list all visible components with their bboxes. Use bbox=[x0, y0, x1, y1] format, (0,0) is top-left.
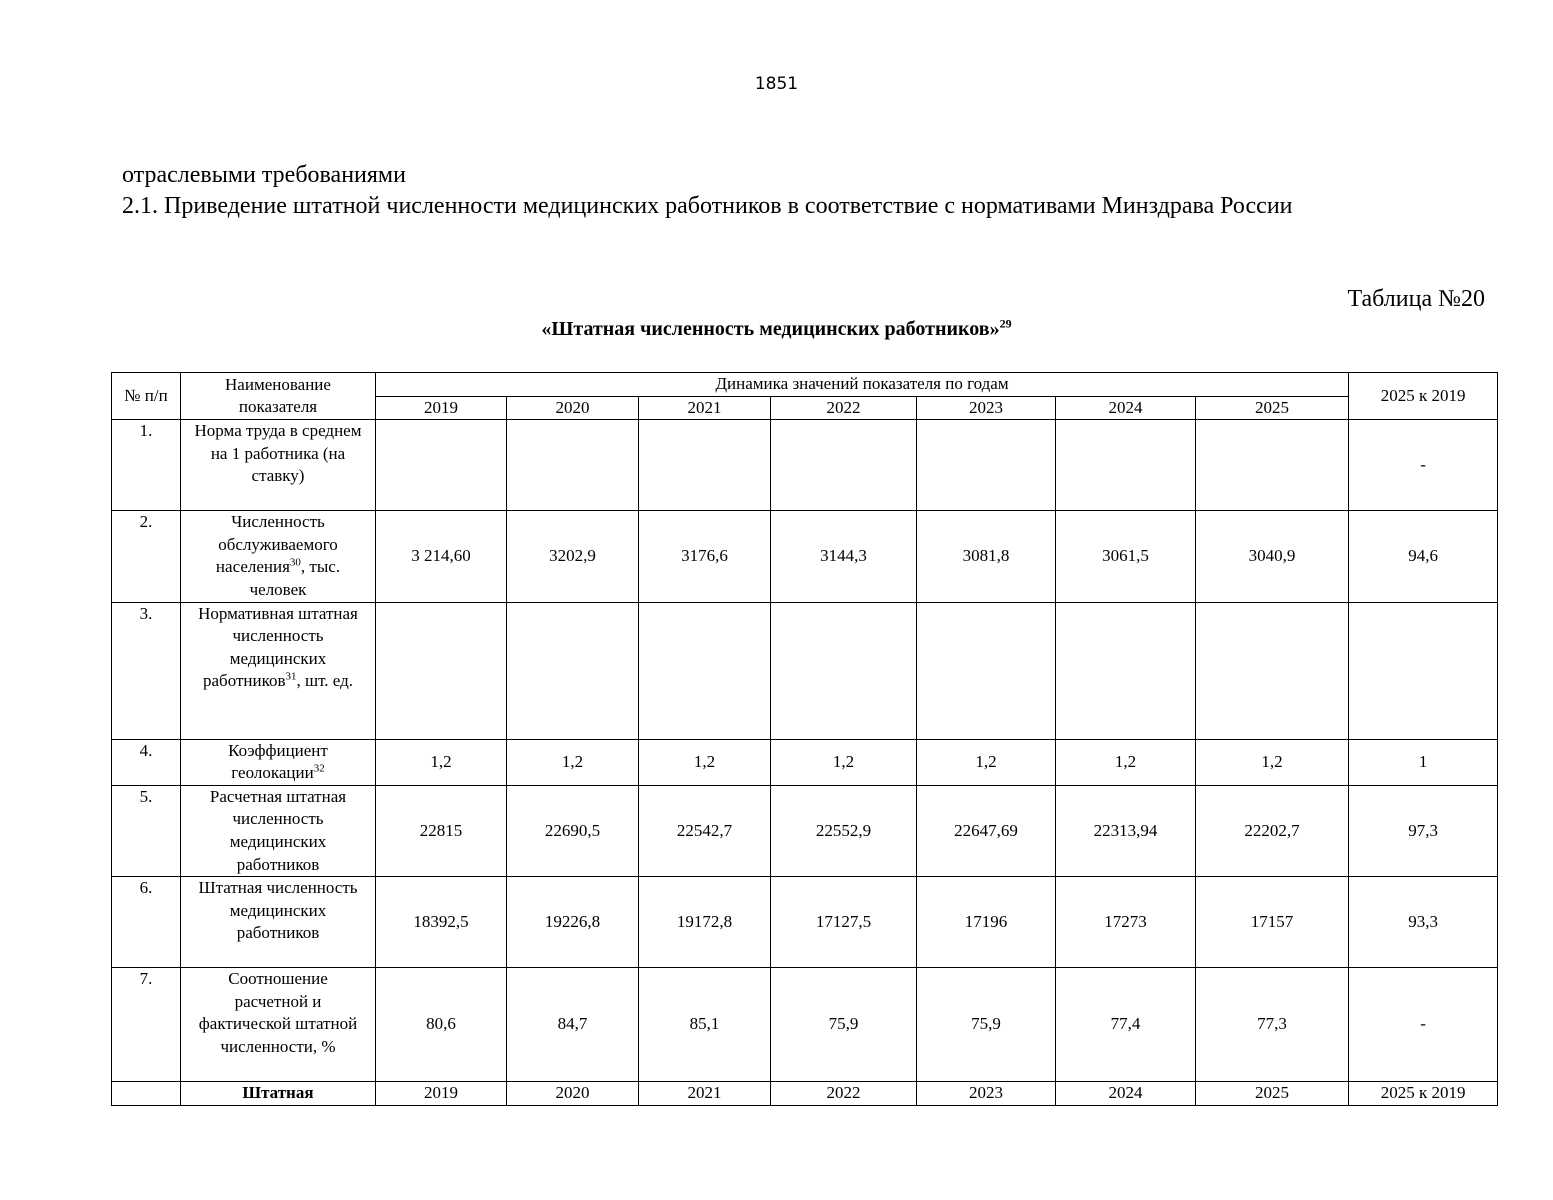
footnote-ref: 31 bbox=[285, 670, 297, 683]
indicator-name bbox=[181, 877, 376, 968]
value-cell: 80,6 bbox=[376, 968, 507, 1082]
table-row bbox=[112, 785, 1498, 876]
row-number: 4. bbox=[112, 739, 181, 785]
ratio-cell bbox=[1349, 602, 1498, 739]
header-dynamics: Динамика значений показателя по годам bbox=[376, 373, 1349, 397]
indicator-name-text: Численность обслуживаемого населения bbox=[215, 512, 338, 577]
value-cell: 18392,5 bbox=[376, 877, 507, 968]
value-cell: 77,3 bbox=[1196, 968, 1349, 1082]
header-row-1 bbox=[112, 373, 1498, 397]
page-number: 1851 bbox=[754, 74, 799, 94]
value-cell bbox=[1056, 420, 1196, 511]
table-number: Таблица №20 bbox=[1347, 286, 1485, 312]
value-cell: 1,2 bbox=[1056, 739, 1196, 785]
row-number: 2. bbox=[112, 511, 181, 602]
indicator-name bbox=[181, 511, 376, 602]
value-cell: 1,2 bbox=[917, 739, 1056, 785]
indicator-unit: , шт. ед. bbox=[296, 671, 353, 691]
header-year: 2023 bbox=[917, 396, 1056, 420]
value-cell: 75,9 bbox=[771, 968, 917, 1082]
value-cell bbox=[917, 602, 1056, 739]
value-cell: 22202,7 bbox=[1196, 785, 1349, 876]
footer-year: 2022 bbox=[771, 1082, 917, 1106]
value-cell: 1,2 bbox=[1196, 739, 1349, 785]
ratio-cell: 94,6 bbox=[1349, 511, 1498, 602]
table-row bbox=[112, 968, 1498, 1082]
indicator-name-text: Нормативная штатная численность медицинских работников bbox=[198, 603, 358, 691]
footer-year: 2019 bbox=[376, 1082, 507, 1106]
staffing-table bbox=[111, 372, 1498, 1106]
indicator-name bbox=[181, 968, 376, 1082]
table-row bbox=[112, 602, 1498, 739]
indicator-name bbox=[181, 739, 376, 785]
value-cell: 75,9 bbox=[917, 968, 1056, 1082]
table-row bbox=[112, 739, 1498, 785]
ratio-cell: 1 bbox=[1349, 739, 1498, 785]
row-number: 6. bbox=[112, 877, 181, 968]
value-cell bbox=[1196, 602, 1349, 739]
value-cell: 3061,5 bbox=[1056, 511, 1196, 602]
intro-line-1: отраслевыми требованиями bbox=[122, 162, 406, 188]
value-cell: 84,7 bbox=[507, 968, 639, 1082]
header-year: 2022 bbox=[771, 396, 917, 420]
footer-year: 2021 bbox=[639, 1082, 771, 1106]
value-cell bbox=[639, 602, 771, 739]
table-title-text: «Штатная численность медицинских работников» bbox=[541, 318, 1000, 340]
header-year: 2019 bbox=[376, 396, 507, 420]
footer-year: 2020 bbox=[507, 1082, 639, 1106]
table-title-footnote: 29 bbox=[999, 316, 1012, 331]
value-cell: 19172,8 bbox=[639, 877, 771, 968]
ratio-cell: 93,3 bbox=[1349, 877, 1498, 968]
value-cell: 1,2 bbox=[639, 739, 771, 785]
value-cell: 17157 bbox=[1196, 877, 1349, 968]
value-cell: 22552,9 bbox=[771, 785, 917, 876]
indicator-name bbox=[181, 785, 376, 876]
header-name: Наименование показателя bbox=[181, 373, 376, 420]
indicator-name-text: Коэффициент геолокации bbox=[228, 740, 328, 783]
header-year: 2025 bbox=[1196, 396, 1349, 420]
value-cell: 3202,9 bbox=[507, 511, 639, 602]
header-year: 2020 bbox=[507, 396, 639, 420]
value-cell: 1,2 bbox=[771, 739, 917, 785]
table-title bbox=[0, 318, 1553, 341]
value-cell bbox=[771, 602, 917, 739]
value-cell bbox=[639, 420, 771, 511]
value-cell bbox=[376, 420, 507, 511]
indicator-name bbox=[181, 420, 376, 511]
footer-year: 2024 bbox=[1056, 1082, 1196, 1106]
row-number: 3. bbox=[112, 602, 181, 739]
value-cell: 22815 bbox=[376, 785, 507, 876]
footer-num bbox=[112, 1082, 181, 1106]
header-year: 2021 bbox=[639, 396, 771, 420]
value-cell: 22647,69 bbox=[917, 785, 1056, 876]
footer-name: Штатная bbox=[181, 1082, 376, 1106]
value-cell bbox=[1056, 602, 1196, 739]
value-cell: 1,2 bbox=[507, 739, 639, 785]
value-cell: 3176,6 bbox=[639, 511, 771, 602]
row-number: 5. bbox=[112, 785, 181, 876]
value-cell: 3 214,60 bbox=[376, 511, 507, 602]
indicator-name-text: Расчетная штатная численность медицинских работников bbox=[209, 786, 347, 874]
value-cell: 3040,9 bbox=[1196, 511, 1349, 602]
value-cell bbox=[771, 420, 917, 511]
footnote-ref: 32 bbox=[313, 762, 325, 775]
indicator-unit: , тыс. человек bbox=[249, 557, 341, 599]
ratio-cell: - bbox=[1349, 420, 1498, 511]
footer-row bbox=[112, 1082, 1498, 1106]
value-cell bbox=[376, 602, 507, 739]
value-cell bbox=[917, 420, 1056, 511]
value-cell: 17127,5 bbox=[771, 877, 917, 968]
footnote-ref: 30 bbox=[289, 556, 301, 569]
footer-year: 2025 bbox=[1196, 1082, 1349, 1106]
intro-text bbox=[122, 160, 1293, 222]
indicator-name-text: Штатная численность медицинских работников bbox=[198, 878, 358, 943]
intro-line-2: 2.1. Приведение штатной численности медицинских работников в соответствие с нормативами Минздрава России bbox=[122, 193, 1293, 219]
value-cell: 22313,94 bbox=[1056, 785, 1196, 876]
value-cell: 17273 bbox=[1056, 877, 1196, 968]
row-number: 7. bbox=[112, 968, 181, 1082]
indicator-name bbox=[181, 602, 376, 739]
value-cell: 3081,8 bbox=[917, 511, 1056, 602]
header-year: 2024 bbox=[1056, 396, 1196, 420]
table-row bbox=[112, 511, 1498, 602]
table-row bbox=[112, 877, 1498, 968]
table-body bbox=[112, 373, 1498, 1106]
header-num: № п/п bbox=[112, 373, 181, 420]
value-cell: 17196 bbox=[917, 877, 1056, 968]
value-cell: 3144,3 bbox=[771, 511, 917, 602]
indicator-name-text: Соотношение расчетной и фактической штатной численности, % bbox=[198, 969, 358, 1056]
value-cell: 22542,7 bbox=[639, 785, 771, 876]
ratio-cell: - bbox=[1349, 968, 1498, 1082]
footer-ratio: 2025 к 2019 bbox=[1349, 1082, 1498, 1106]
value-cell bbox=[507, 420, 639, 511]
value-cell: 1,2 bbox=[376, 739, 507, 785]
value-cell bbox=[507, 602, 639, 739]
table-row bbox=[112, 420, 1498, 511]
value-cell bbox=[1196, 420, 1349, 511]
indicator-name-text: Норма труда в среднем на 1 работника (на ставку) bbox=[194, 421, 362, 486]
value-cell: 85,1 bbox=[639, 968, 771, 1082]
row-number: 1. bbox=[112, 420, 181, 511]
value-cell: 19226,8 bbox=[507, 877, 639, 968]
ratio-cell: 97,3 bbox=[1349, 785, 1498, 876]
value-cell: 22690,5 bbox=[507, 785, 639, 876]
value-cell: 77,4 bbox=[1056, 968, 1196, 1082]
header-ratio: 2025 к 2019 bbox=[1349, 373, 1498, 420]
footer-year: 2023 bbox=[917, 1082, 1056, 1106]
